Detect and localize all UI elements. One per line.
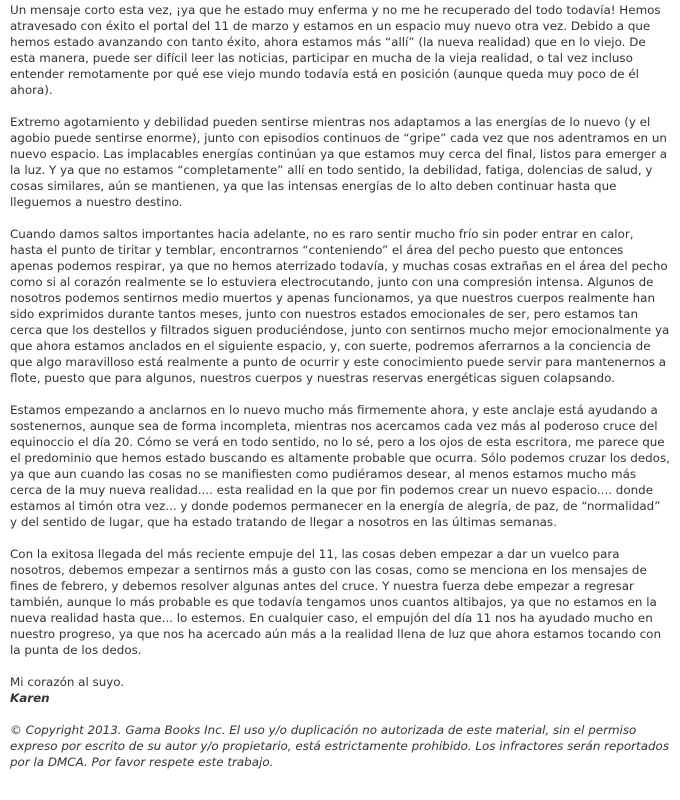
author-signature: Karen [10,691,50,705]
paragraph-leaps: Cuando damos saltos importantes hacia adelante, no es raro sentir mucho frío sin poder entrar en calor, hasta el punto de tiritar y temblar, encontrarnos “conteniendo” el área del pecho puesto que entonces apenas podemos respirar, ya que no hemos aterrizado todavía, y muchas cosas extrañas en el área del pecho como si al corazón realmente se lo estuviera electrocutando, junto con una compresión intensa. Algunos de nosotros podemos sentirnos medio muertos y apenas funcionamos, ya que nuestros cuerpos realmente han sido exprimidos durante tantos meses, junto con nuestros estados emocionales de ser, pero estamos tan cerca que los destellos y filtrados siguen produciéndose, junto con sentirnos mucho mejor emocionalmente ya que ahora estamos anclados en el siguiente espacio, y, con suerte, podremos aferrarnos a la conciencia de que algo maravilloso está realmente a punto de ocurrir y este conocimiento puede servir para mantenernos a flote, puesto que para algunos, nuestros cuerpos y nuestras reservas energéticas siguen colapsando. [10,227,670,385]
closing-block [10,674,670,706]
paragraph-exhaustion: Extremo agotamiento y debilidad pueden sentirse mientras nos adaptamos a las energías de lo nuevo (y el agobio puede sentirse enorme), junto con episodios continuos de “gripe” cada vez que nos adentramos en un nuevo espacio. Las implacables energías continúan ya que estamos muy cerca del final, listos para emerger a la luz. Y ya que no estamos “completamente” allí en todo sentido, la debilidad, fatiga, dolencias de salud, y cosas similares, aún se mantienen, ya que las intensas energías de lo alto deben continuar hasta que lleguemos a nuestro destino. [10,115,668,209]
paragraph-arrival: Con la exitosa llegada del más reciente empuje del 11, las cosas deben empezar a dar un vuelco para nosotros, debemos empezar a sentirnos más a gusto con las cosas, como se menciona en los mensajes de fines de febrero, y debemos resolver algunas antes del cruce. Y nuestra fuerza debe empezar a regresar también, aunque lo más probable es que todavía tengamos unos cuantos altibajos, ya que no estamos en la nueva realidad hasta que... lo estemos. En cualquier caso, el empujón del día 11 nos ha ayudado mucho en nuestro progreso, ya que nos ha acercado aún más a la realidad llena de luz que ahora estamos tocando con la punta de los dedos. [10,547,661,657]
copyright-notice: © Copyright 2013. Gama Books Inc. El uso y/o duplicación no autorizada de este material, sin el permiso expreso por escrito de su autor y/o propietario, está estrictamente prohibido. Los infractores serán reportados por la DMCA. Por favor respete este trabajo. [10,723,670,769]
paragraph-anchoring: Estamos empezando a anclarnos en lo nuevo mucho más firmemente ahora, y este anclaje está ayudando a sostenernos, aunque sea de forma incompleta, mientras nos acercamos cada vez más al poderoso cruce del equinoccio el día 20. Cómo se verá en todo sentido, no lo sé, pero a los ojos de esta escritora, me parece que el predominio que hemos estado buscando es altamente probable que ocurra. Sólo podemos cruzar los dedos, ya que aun cuando las cosas no se manifiesten como pudiéramos desear, al menos estamos mucho más cerca de la muy nueva realidad.... esta realidad en la que por fin podemos crear un nuevo espacio.... donde estamos al timón otra vez... y donde podemos permanecer en la energía de alegría, de paz, de “normalidad” y del sentido de lugar, que ha estado tratando de llegar a nosotros en las últimas semanas. [10,403,670,529]
article-body [10,2,670,786]
closing-line: Mi corazón al suyo. [10,675,125,689]
paragraph-intro: Un mensaje corto esta vez, ¡ya que he estado muy enferma y no me he recuperado del todo todavía! Hemos atravesado con éxito el portal del 11 de marzo y estamos en un espacio muy nuevo otra vez. Debido a que hemos estado avanzando con tanto éxito, ahora estamos más “allí” (la nueva realidad) que en lo viejo. De esta manera, puede ser difícil leer las noticias, participar en mucha de la vieja realidad, o tal vez incluso entender remotamente por qué ese viejo mundo todavía está en posición (aunque queda muy poco de él ahora). [10,3,661,97]
